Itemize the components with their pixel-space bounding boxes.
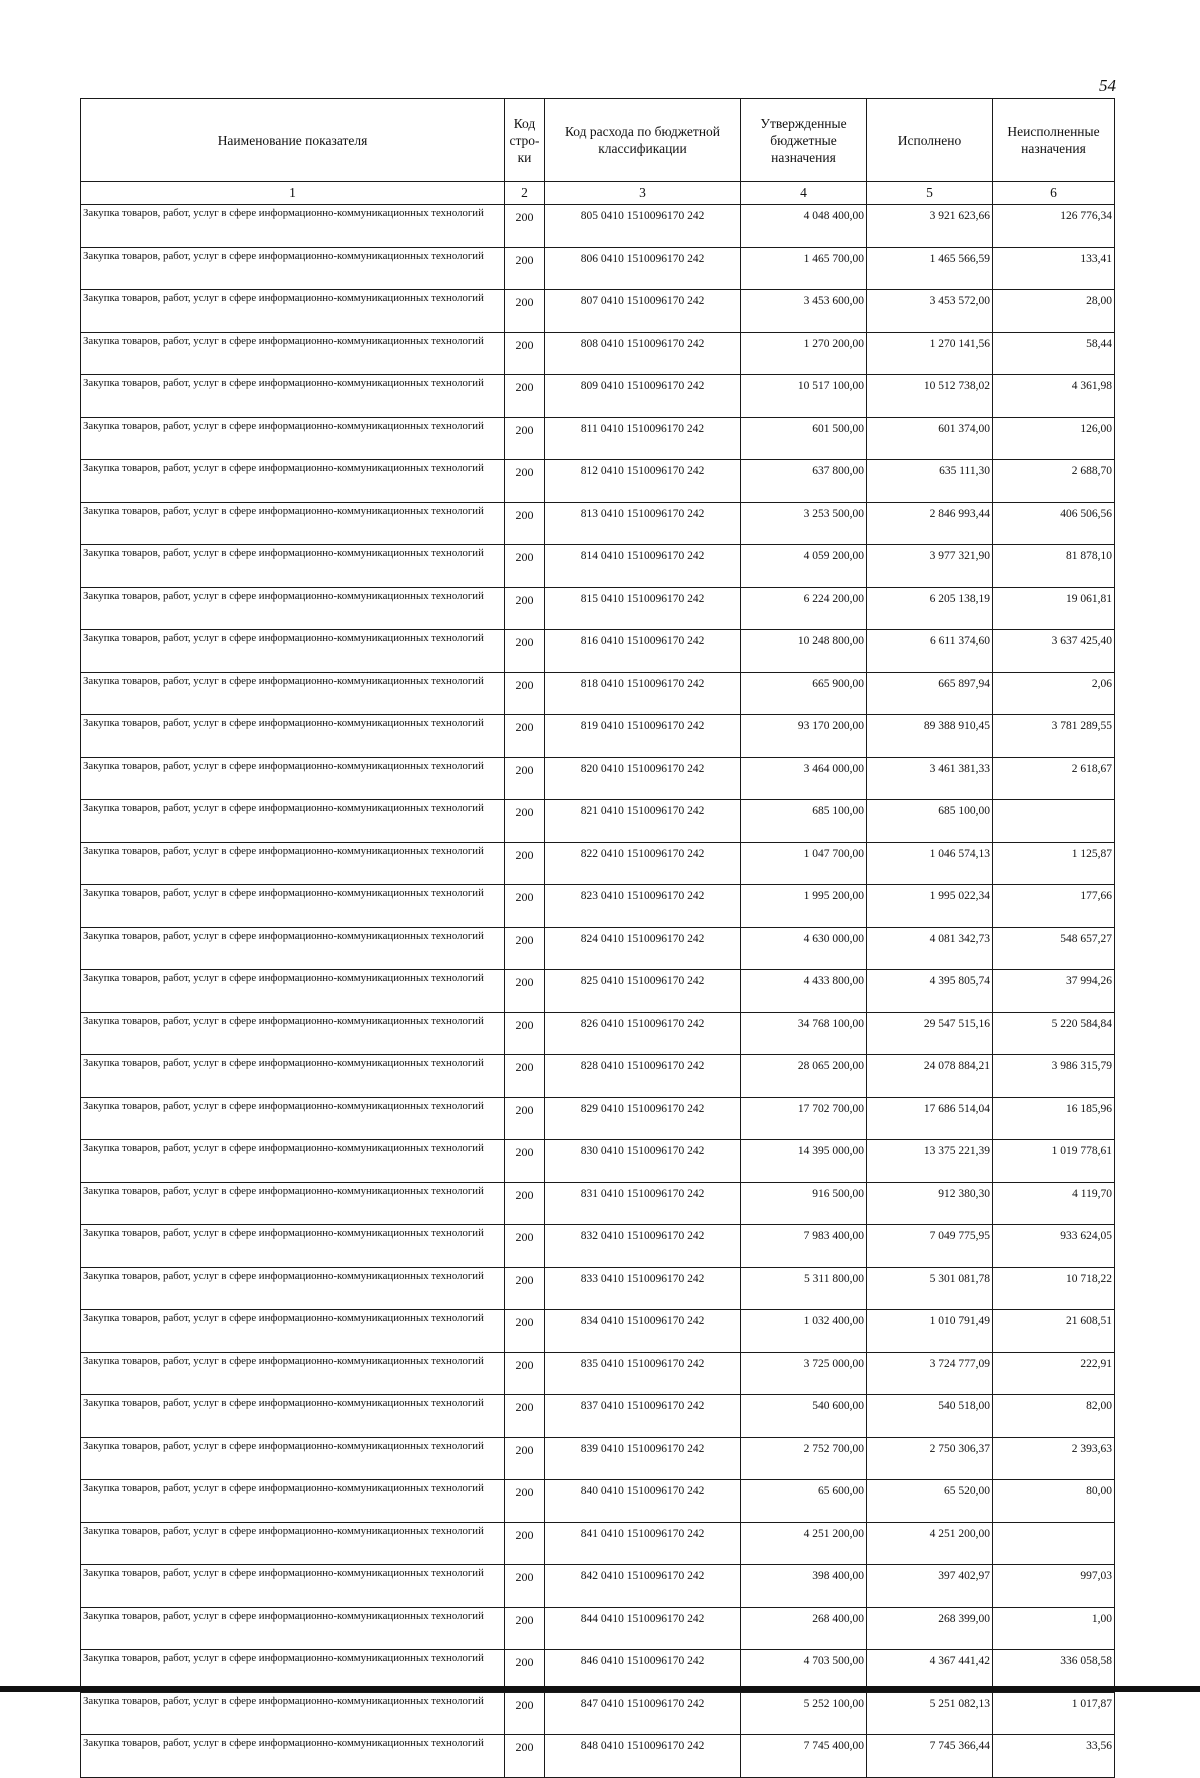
- executed-cell: 540 518,00: [867, 1395, 993, 1438]
- unexecuted-cell: 33,56: [993, 1735, 1115, 1778]
- executed-cell: 2 846 993,44: [867, 502, 993, 545]
- line-code-cell: 200: [505, 205, 545, 248]
- indicator-name-cell: Закупка товаров, работ, услуг в сфере информационно-коммуникационных технологий: [81, 417, 505, 460]
- executed-cell: 1 046 574,13: [867, 842, 993, 885]
- unexecuted-cell: 222,91: [993, 1352, 1115, 1395]
- expense-code-cell: 824 0410 1510096170 242: [545, 927, 741, 970]
- unexecuted-cell: 133,41: [993, 247, 1115, 290]
- expense-code-cell: 829 0410 1510096170 242: [545, 1097, 741, 1140]
- unexecuted-cell: 1 019 778,61: [993, 1140, 1115, 1183]
- table-row: [81, 715, 1115, 758]
- expense-code-cell: 818 0410 1510096170 242: [545, 672, 741, 715]
- table-row: [81, 1480, 1115, 1523]
- unexecuted-cell: 548 657,27: [993, 927, 1115, 970]
- line-code-cell: 200: [505, 587, 545, 630]
- line-code-cell: 200: [505, 672, 545, 715]
- indicator-name-cell: Закупка товаров, работ, услуг в сфере информационно-коммуникационных технологий: [81, 970, 505, 1013]
- header-approved: Утвержденные бюджетные назначения: [741, 99, 867, 182]
- executed-cell: 4 395 805,74: [867, 970, 993, 1013]
- indicator-name-cell: Закупка товаров, работ, услуг в сфере информационно-коммуникационных технологий: [81, 205, 505, 248]
- approved-cell: 398 400,00: [741, 1565, 867, 1608]
- table-row: [81, 1182, 1115, 1225]
- unexecuted-cell: 1,00: [993, 1607, 1115, 1650]
- indicator-name-cell: Закупка товаров, работ, услуг в сфере информационно-коммуникационных технологий: [81, 715, 505, 758]
- line-code-cell: 200: [505, 1012, 545, 1055]
- approved-cell: 1 995 200,00: [741, 885, 867, 928]
- table-row: [81, 927, 1115, 970]
- unexecuted-cell: 2,06: [993, 672, 1115, 715]
- indicator-name-cell: Закупка товаров, работ, услуг в сфере информационно-коммуникационных технологий: [81, 1480, 505, 1523]
- unexecuted-cell: 3 986 315,79: [993, 1055, 1115, 1098]
- approved-cell: 5 311 800,00: [741, 1267, 867, 1310]
- executed-cell: 4 367 441,42: [867, 1650, 993, 1693]
- expense-code-cell: 828 0410 1510096170 242: [545, 1055, 741, 1098]
- unexecuted-cell: 37 994,26: [993, 970, 1115, 1013]
- executed-cell: 65 520,00: [867, 1480, 993, 1523]
- indicator-name-cell: Закупка товаров, работ, услуг в сфере информационно-коммуникационных технологий: [81, 460, 505, 503]
- executed-cell: 6 611 374,60: [867, 630, 993, 673]
- table-header-row: [81, 99, 1115, 182]
- line-code-cell: 200: [505, 1522, 545, 1565]
- line-code-cell: 200: [505, 1735, 545, 1778]
- executed-cell: 1 270 141,56: [867, 332, 993, 375]
- line-code-cell: 200: [505, 885, 545, 928]
- unexecuted-cell: 16 185,96: [993, 1097, 1115, 1140]
- approved-cell: 6 224 200,00: [741, 587, 867, 630]
- table-row: [81, 630, 1115, 673]
- approved-cell: 2 752 700,00: [741, 1437, 867, 1480]
- header-expense-code: Код расхода по бюджетной классификации: [545, 99, 741, 182]
- line-code-cell: 200: [505, 1140, 545, 1183]
- table-row: [81, 1267, 1115, 1310]
- line-code-cell: 200: [505, 970, 545, 1013]
- executed-cell: 5 301 081,78: [867, 1267, 993, 1310]
- line-code-cell: 200: [505, 630, 545, 673]
- indicator-name-cell: Закупка товаров, работ, услуг в сфере информационно-коммуникационных технологий: [81, 1012, 505, 1055]
- approved-cell: 17 702 700,00: [741, 1097, 867, 1140]
- unexecuted-cell: 10 718,22: [993, 1267, 1115, 1310]
- table-row: [81, 970, 1115, 1013]
- line-code-cell: 200: [505, 1097, 545, 1140]
- approved-cell: 601 500,00: [741, 417, 867, 460]
- approved-cell: 3 725 000,00: [741, 1352, 867, 1395]
- table-row: [81, 1352, 1115, 1395]
- unexecuted-cell: 5 220 584,84: [993, 1012, 1115, 1055]
- approved-cell: 1 270 200,00: [741, 332, 867, 375]
- indicator-name-cell: Закупка товаров, работ, услуг в сфере информационно-коммуникационных технологий: [81, 1267, 505, 1310]
- indicator-name-cell: Закупка товаров, работ, услуг в сфере информационно-коммуникационных технологий: [81, 1225, 505, 1268]
- indicator-name-cell: Закупка товаров, работ, услуг в сфере информационно-коммуникационных технологий: [81, 672, 505, 715]
- expense-code-cell: 831 0410 1510096170 242: [545, 1182, 741, 1225]
- line-code-cell: 200: [505, 1055, 545, 1098]
- unexecuted-cell: 2 393,63: [993, 1437, 1115, 1480]
- executed-cell: 2 750 306,37: [867, 1437, 993, 1480]
- approved-cell: 7 745 400,00: [741, 1735, 867, 1778]
- line-code-cell: 200: [505, 1267, 545, 1310]
- executed-cell: 3 453 572,00: [867, 290, 993, 333]
- line-code-cell: 200: [505, 1650, 545, 1693]
- executed-cell: 17 686 514,04: [867, 1097, 993, 1140]
- unexecuted-cell: 80,00: [993, 1480, 1115, 1523]
- executed-cell: 7 745 366,44: [867, 1735, 993, 1778]
- approved-cell: 34 768 100,00: [741, 1012, 867, 1055]
- table-row: [81, 205, 1115, 248]
- table-row: [81, 672, 1115, 715]
- approved-cell: 4 251 200,00: [741, 1522, 867, 1565]
- line-code-cell: 200: [505, 1437, 545, 1480]
- unexecuted-cell: 406 506,56: [993, 502, 1115, 545]
- table-row: [81, 1522, 1115, 1565]
- executed-cell: 601 374,00: [867, 417, 993, 460]
- expense-code-cell: 844 0410 1510096170 242: [545, 1607, 741, 1650]
- expense-code-cell: 823 0410 1510096170 242: [545, 885, 741, 928]
- unexecuted-cell: 1 017,87: [993, 1692, 1115, 1735]
- expense-code-cell: 835 0410 1510096170 242: [545, 1352, 741, 1395]
- unexecuted-cell: 997,03: [993, 1565, 1115, 1608]
- indicator-name-cell: Закупка товаров, работ, услуг в сфере информационно-коммуникационных технологий: [81, 1650, 505, 1693]
- executed-cell: 912 380,30: [867, 1182, 993, 1225]
- unexecuted-cell: 2 618,67: [993, 757, 1115, 800]
- line-code-cell: 200: [505, 247, 545, 290]
- column-number: 1: [81, 182, 505, 205]
- unexecuted-cell: 58,44: [993, 332, 1115, 375]
- executed-cell: 3 461 381,33: [867, 757, 993, 800]
- approved-cell: 28 065 200,00: [741, 1055, 867, 1098]
- executed-cell: 3 724 777,09: [867, 1352, 993, 1395]
- executed-cell: 89 388 910,45: [867, 715, 993, 758]
- indicator-name-cell: Закупка товаров, работ, услуг в сфере информационно-коммуникационных технологий: [81, 1735, 505, 1778]
- expense-code-cell: 840 0410 1510096170 242: [545, 1480, 741, 1523]
- table-row: [81, 1735, 1115, 1778]
- table-row: [81, 1140, 1115, 1183]
- line-code-cell: 200: [505, 375, 545, 418]
- table-row: [81, 800, 1115, 843]
- table-row: [81, 587, 1115, 630]
- expense-code-cell: 825 0410 1510096170 242: [545, 970, 741, 1013]
- approved-cell: 637 800,00: [741, 460, 867, 503]
- indicator-name-cell: Закупка товаров, работ, услуг в сфере информационно-коммуникационных технологий: [81, 1395, 505, 1438]
- column-number-row: [81, 182, 1115, 205]
- indicator-name-cell: Закупка товаров, работ, услуг в сфере информационно-коммуникационных технологий: [81, 1310, 505, 1353]
- line-code-cell: 200: [505, 545, 545, 588]
- executed-cell: 1 465 566,59: [867, 247, 993, 290]
- unexecuted-cell: 21 608,51: [993, 1310, 1115, 1353]
- approved-cell: 685 100,00: [741, 800, 867, 843]
- approved-cell: 65 600,00: [741, 1480, 867, 1523]
- line-code-cell: 200: [505, 1607, 545, 1650]
- line-code-cell: 200: [505, 1565, 545, 1608]
- executed-cell: 5 251 082,13: [867, 1692, 993, 1735]
- expense-code-cell: 820 0410 1510096170 242: [545, 757, 741, 800]
- expense-code-cell: 813 0410 1510096170 242: [545, 502, 741, 545]
- unexecuted-cell: 933 624,05: [993, 1225, 1115, 1268]
- line-code-cell: 200: [505, 1395, 545, 1438]
- expense-code-cell: 814 0410 1510096170 242: [545, 545, 741, 588]
- table-row: [81, 332, 1115, 375]
- executed-cell: 397 402,97: [867, 1565, 993, 1608]
- executed-cell: 6 205 138,19: [867, 587, 993, 630]
- indicator-name-cell: Закупка товаров, работ, услуг в сфере информационно-коммуникационных технологий: [81, 247, 505, 290]
- approved-cell: 916 500,00: [741, 1182, 867, 1225]
- table-row: [81, 375, 1115, 418]
- expense-code-cell: 819 0410 1510096170 242: [545, 715, 741, 758]
- approved-cell: 7 983 400,00: [741, 1225, 867, 1268]
- line-code-cell: 200: [505, 1480, 545, 1523]
- approved-cell: 4 059 200,00: [741, 545, 867, 588]
- expense-code-cell: 809 0410 1510096170 242: [545, 375, 741, 418]
- expense-code-cell: 816 0410 1510096170 242: [545, 630, 741, 673]
- indicator-name-cell: Закупка товаров, работ, услуг в сфере информационно-коммуникационных технологий: [81, 545, 505, 588]
- indicator-name-cell: Закупка товаров, работ, услуг в сфере информационно-коммуникационных технологий: [81, 1522, 505, 1565]
- approved-cell: 3 253 500,00: [741, 502, 867, 545]
- approved-cell: 1 047 700,00: [741, 842, 867, 885]
- executed-cell: 4 251 200,00: [867, 1522, 993, 1565]
- indicator-name-cell: Закупка товаров, работ, услуг в сфере информационно-коммуникационных технологий: [81, 587, 505, 630]
- approved-cell: 4 048 400,00: [741, 205, 867, 248]
- line-code-cell: 200: [505, 417, 545, 460]
- executed-cell: 4 081 342,73: [867, 927, 993, 970]
- approved-cell: 10 248 800,00: [741, 630, 867, 673]
- approved-cell: 10 517 100,00: [741, 375, 867, 418]
- approved-cell: 4 433 800,00: [741, 970, 867, 1013]
- approved-cell: 4 703 500,00: [741, 1650, 867, 1693]
- budget-execution-table: [80, 98, 1115, 1778]
- expense-code-cell: 832 0410 1510096170 242: [545, 1225, 741, 1268]
- unexecuted-cell: 1 125,87: [993, 842, 1115, 885]
- approved-cell: 5 252 100,00: [741, 1692, 867, 1735]
- expense-code-cell: 834 0410 1510096170 242: [545, 1310, 741, 1353]
- approved-cell: 93 170 200,00: [741, 715, 867, 758]
- line-code-cell: 200: [505, 715, 545, 758]
- unexecuted-cell: [993, 1522, 1115, 1565]
- expense-code-cell: 830 0410 1510096170 242: [545, 1140, 741, 1183]
- column-number: 3: [545, 182, 741, 205]
- executed-cell: 685 100,00: [867, 800, 993, 843]
- table-row: [81, 1565, 1115, 1608]
- indicator-name-cell: Закупка товаров, работ, услуг в сфере информационно-коммуникационных технологий: [81, 502, 505, 545]
- executed-cell: 635 111,30: [867, 460, 993, 503]
- table-row: [81, 842, 1115, 885]
- column-number: 2: [505, 182, 545, 205]
- table-row: [81, 1012, 1115, 1055]
- indicator-name-cell: Закупка товаров, работ, услуг в сфере информационно-коммуникационных технологий: [81, 1607, 505, 1650]
- executed-cell: 10 512 738,02: [867, 375, 993, 418]
- table-row: [81, 1055, 1115, 1098]
- expense-code-cell: 839 0410 1510096170 242: [545, 1437, 741, 1480]
- line-code-cell: 200: [505, 460, 545, 503]
- expense-code-cell: 847 0410 1510096170 242: [545, 1692, 741, 1735]
- line-code-cell: 200: [505, 757, 545, 800]
- executed-cell: 24 078 884,21: [867, 1055, 993, 1098]
- table-row: [81, 417, 1115, 460]
- executed-cell: 3 921 623,66: [867, 205, 993, 248]
- unexecuted-cell: 82,00: [993, 1395, 1115, 1438]
- indicator-name-cell: Закупка товаров, работ, услуг в сфере информационно-коммуникационных технологий: [81, 885, 505, 928]
- expense-code-cell: 805 0410 1510096170 242: [545, 205, 741, 248]
- line-code-cell: 200: [505, 842, 545, 885]
- column-number: 6: [993, 182, 1115, 205]
- unexecuted-cell: 336 058,58: [993, 1650, 1115, 1693]
- indicator-name-cell: Закупка товаров, работ, услуг в сфере информационно-коммуникационных технологий: [81, 1692, 505, 1735]
- expense-code-cell: 808 0410 1510096170 242: [545, 332, 741, 375]
- line-code-cell: 200: [505, 1225, 545, 1268]
- indicator-name-cell: Закупка товаров, работ, услуг в сфере информационно-коммуникационных технологий: [81, 375, 505, 418]
- header-unexecuted: Неисполненные назначения: [993, 99, 1115, 182]
- approved-cell: 665 900,00: [741, 672, 867, 715]
- column-number: 5: [867, 182, 993, 205]
- scan-edge-line: [0, 1686, 1200, 1692]
- indicator-name-cell: Закупка товаров, работ, услуг в сфере информационно-коммуникационных технологий: [81, 1565, 505, 1608]
- unexecuted-cell: 2 688,70: [993, 460, 1115, 503]
- line-code-cell: 200: [505, 1310, 545, 1353]
- line-code-cell: 200: [505, 1692, 545, 1735]
- line-code-cell: 200: [505, 1352, 545, 1395]
- line-code-cell: 200: [505, 290, 545, 333]
- executed-cell: 1 995 022,34: [867, 885, 993, 928]
- expense-code-cell: 846 0410 1510096170 242: [545, 1650, 741, 1693]
- executed-cell: 29 547 515,16: [867, 1012, 993, 1055]
- table-row: [81, 885, 1115, 928]
- executed-cell: 1 010 791,49: [867, 1310, 993, 1353]
- table-row: [81, 757, 1115, 800]
- table-row: [81, 1225, 1115, 1268]
- indicator-name-cell: Закупка товаров, работ, услуг в сфере информационно-коммуникационных технологий: [81, 332, 505, 375]
- indicator-name-cell: Закупка товаров, работ, услуг в сфере информационно-коммуникационных технологий: [81, 1352, 505, 1395]
- expense-code-cell: 807 0410 1510096170 242: [545, 290, 741, 333]
- line-code-cell: 200: [505, 502, 545, 545]
- indicator-name-cell: Закупка товаров, работ, услуг в сфере информационно-коммуникационных технологий: [81, 800, 505, 843]
- indicator-name-cell: Закупка товаров, работ, услуг в сфере информационно-коммуникационных технологий: [81, 1140, 505, 1183]
- expense-code-cell: 826 0410 1510096170 242: [545, 1012, 741, 1055]
- table-row: [81, 460, 1115, 503]
- table-row: [81, 502, 1115, 545]
- table-row: [81, 1692, 1115, 1735]
- table-row: [81, 290, 1115, 333]
- approved-cell: 1 032 400,00: [741, 1310, 867, 1353]
- table-row: [81, 1437, 1115, 1480]
- unexecuted-cell: 126,00: [993, 417, 1115, 460]
- unexecuted-cell: 3 637 425,40: [993, 630, 1115, 673]
- expense-code-cell: 815 0410 1510096170 242: [545, 587, 741, 630]
- approved-cell: 4 630 000,00: [741, 927, 867, 970]
- executed-cell: 3 977 321,90: [867, 545, 993, 588]
- page-number: 54: [1099, 76, 1116, 95]
- unexecuted-cell: [993, 800, 1115, 843]
- executed-cell: 7 049 775,95: [867, 1225, 993, 1268]
- indicator-name-cell: Закупка товаров, работ, услуг в сфере информационно-коммуникационных технологий: [81, 1182, 505, 1225]
- table-row: [81, 1310, 1115, 1353]
- expense-code-cell: 821 0410 1510096170 242: [545, 800, 741, 843]
- table-row: [81, 1607, 1115, 1650]
- indicator-name-cell: Закупка товаров, работ, услуг в сфере информационно-коммуникационных технологий: [81, 630, 505, 673]
- unexecuted-cell: 4 361,98: [993, 375, 1115, 418]
- unexecuted-cell: 3 781 289,55: [993, 715, 1115, 758]
- indicator-name-cell: Закупка товаров, работ, услуг в сфере информационно-коммуникационных технологий: [81, 290, 505, 333]
- expense-code-cell: 848 0410 1510096170 242: [545, 1735, 741, 1778]
- line-code-cell: 200: [505, 1182, 545, 1225]
- executed-cell: 13 375 221,39: [867, 1140, 993, 1183]
- unexecuted-cell: 28,00: [993, 290, 1115, 333]
- expense-code-cell: 806 0410 1510096170 242: [545, 247, 741, 290]
- indicator-name-cell: Закупка товаров, работ, услуг в сфере информационно-коммуникационных технологий: [81, 757, 505, 800]
- unexecuted-cell: 19 061,81: [993, 587, 1115, 630]
- table-row: [81, 1395, 1115, 1438]
- indicator-name-cell: Закупка товаров, работ, услуг в сфере информационно-коммуникационных технологий: [81, 1097, 505, 1140]
- expense-code-cell: 812 0410 1510096170 242: [545, 460, 741, 503]
- line-code-cell: 200: [505, 332, 545, 375]
- unexecuted-cell: 126 776,34: [993, 205, 1115, 248]
- indicator-name-cell: Закупка товаров, работ, услуг в сфере информационно-коммуникационных технологий: [81, 927, 505, 970]
- header-line-code: Код стро-ки: [505, 99, 545, 182]
- column-number: 4: [741, 182, 867, 205]
- expense-code-cell: 822 0410 1510096170 242: [545, 842, 741, 885]
- executed-cell: 665 897,94: [867, 672, 993, 715]
- header-executed: Исполнено: [867, 99, 993, 182]
- approved-cell: 3 453 600,00: [741, 290, 867, 333]
- expense-code-cell: 841 0410 1510096170 242: [545, 1522, 741, 1565]
- approved-cell: 3 464 000,00: [741, 757, 867, 800]
- table-body: [81, 205, 1115, 1778]
- expense-code-cell: 842 0410 1510096170 242: [545, 1565, 741, 1608]
- indicator-name-cell: Закупка товаров, работ, услуг в сфере информационно-коммуникационных технологий: [81, 1437, 505, 1480]
- header-indicator-name: Наименование показателя: [81, 99, 505, 182]
- table-row: [81, 247, 1115, 290]
- table-row: [81, 545, 1115, 588]
- unexecuted-cell: 177,66: [993, 885, 1115, 928]
- executed-cell: 268 399,00: [867, 1607, 993, 1650]
- line-code-cell: 200: [505, 800, 545, 843]
- unexecuted-cell: 4 119,70: [993, 1182, 1115, 1225]
- line-code-cell: 200: [505, 927, 545, 970]
- indicator-name-cell: Закупка товаров, работ, услуг в сфере информационно-коммуникационных технологий: [81, 1055, 505, 1098]
- expense-code-cell: 811 0410 1510096170 242: [545, 417, 741, 460]
- approved-cell: 14 395 000,00: [741, 1140, 867, 1183]
- approved-cell: 540 600,00: [741, 1395, 867, 1438]
- expense-code-cell: 833 0410 1510096170 242: [545, 1267, 741, 1310]
- expense-code-cell: 837 0410 1510096170 242: [545, 1395, 741, 1438]
- indicator-name-cell: Закупка товаров, работ, услуг в сфере информационно-коммуникационных технологий: [81, 842, 505, 885]
- approved-cell: 1 465 700,00: [741, 247, 867, 290]
- unexecuted-cell: 81 878,10: [993, 545, 1115, 588]
- approved-cell: 268 400,00: [741, 1607, 867, 1650]
- table-row: [81, 1097, 1115, 1140]
